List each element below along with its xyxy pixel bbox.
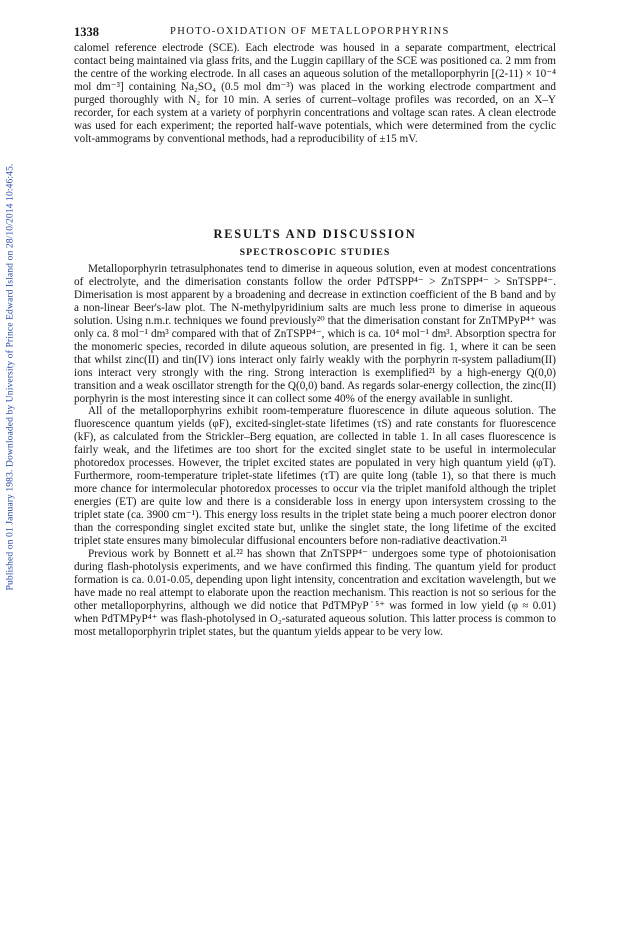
paragraph-photoionisation: Previous work by Bonnett et al.²² has shown that ZnTSPP⁴⁻ undergoes some type of photoionisation during flash-photolysis experiments, and we have confirmed this finding. The quantum yield for product formation is ca. 0.01-0.05, depending upon light intensity, concentration and excitation wavelength, but we have made no real attempt to elaborate upon the reaction mechanism. This reaction is not so serious for the other metalloporphyrins, although we did notice that PdTMPyP˙⁵⁺ was formed in low yield (φ ≈ 0.01) when PdTMPyP⁴⁺ was flash-photolysed in O₂-saturated aqueous solution. This latter process is common to most metalloporphyrin triplet states, but the quantum yields appear to be very low. xyxy=(74,547,556,638)
running-title: PHOTO-OXIDATION OF METALLOPORPHYRINS xyxy=(170,26,450,37)
results-body xyxy=(74,263,556,639)
download-notice: Published on 01 January 1983. Downloaded by University of Prince Edward Island on 28/10/2014 10:46:45. xyxy=(4,163,16,591)
methods-continuation xyxy=(74,42,556,146)
paragraph-dimerisation: Metalloporphyrin tetrasulphonates tend to dimerise in aqueous solution, even at modest concentrations of electrolyte, and the dimerisation constants follow the order PdTSPP⁴⁻ > ZnTSPP⁴⁻ > SnTSPP⁴⁻. Dimerisation is most apparent by a broadening and decrease in extinction coefficient of the B band and by a non-linear Beer's-law plot. The N-methylpyridinium salts are much less prone to dimerise in aqueous solution. Using n.m.r. techniques we found previously²⁰ that the dimerisation constant for ZnTMPyP⁴⁺ was only ca. 8 mol⁻¹ dm³ compared with that of ZnTSPP⁴⁻, which is ca. 10⁴ mol⁻¹ dm³. Absorption spectra for the monomeric species, recorded in dilute aqueous solution, are presented in fig. 1, where it can be seen that whilst zinc(II) and tin(IV) ions interact only fairly weakly with the porphyrin π-system palladium(II) ions interact very strongly with the ring. Strong interaction is exemplified²¹ by a high-energy Q(0,0) transition and a weak oscillator strength for the Q(0,0) band. As regards solar-energy collection, the zinc(II) porphyrin is the most interesting since it can collect some 40% of the energy available in sunlight. xyxy=(74,263,556,405)
paragraph-fluorescence: All of the metalloporphyrins exhibit room-temperature fluorescence in dilute aqueous solution. The fluorescence quantum yields (φF), excited-singlet-state lifetimes (τS) and rate constants for fluorescence (kF), as calculated from the Strickler–Berg equation, are collected in table 1. In all cases fluorescence is fairly weak, and the lifetimes are too short for the excited singlet state to be useful in intermolecular photoredox processes. However, the triplet excited states are populated in very high quantum yield (φT). Furthermore, room-temperature triplet-state lifetimes (τT) are quite long (table 1), so that there is much more chance for intermolecular photoredox processes to occur via the triplet manifold although the triplet energies (ET) are quite low and there is a considerable loss in energy upon intersystem crossing to the triplet state (ca. 3900 cm⁻¹). This energy loss results in the triplet state being a much poorer electron donor than the corresponding singlet excited state but, unlike the singlet state, the long lifetime of the excited triplet state ensures many bimolecular diffusional encounters before non-radiative deactivation.²¹ xyxy=(74,405,556,548)
subsection-heading: SPECTROSCOPIC STUDIES xyxy=(239,247,391,258)
page-number: 1338 xyxy=(74,25,99,39)
page-header xyxy=(74,25,556,43)
download-watermark xyxy=(4,32,16,722)
section-heading: RESULTS AND DISCUSSION xyxy=(213,227,417,241)
paragraph: calomel reference electrode (SCE). Each electrode was housed in a separate compartment, electrical contact being maintained via glass frits, and the Luggin capillary of the SCE was positioned ca. 2 mm from the centre of the working electrode. In all cases an aqueous solution of the metalloporphyrin [(2-11) × 10⁻⁴ mol dm⁻³] containing Na₂SO₄ (0.5 mol dm⁻³) was placed in the working electrode compartment and purged thoroughly with N₂ for 10 min. A series of current–voltage profiles was recorded, on an X–Y recorder, for each system at a variety of porphyrin concentrations and voltage scan rates. A clean electrode was used for each experiment; the reported half-wave potentials, which were determined from the cyclic volt-ammograms by conventional methods, had a reproducibility of ±15 mV. xyxy=(74,42,556,145)
